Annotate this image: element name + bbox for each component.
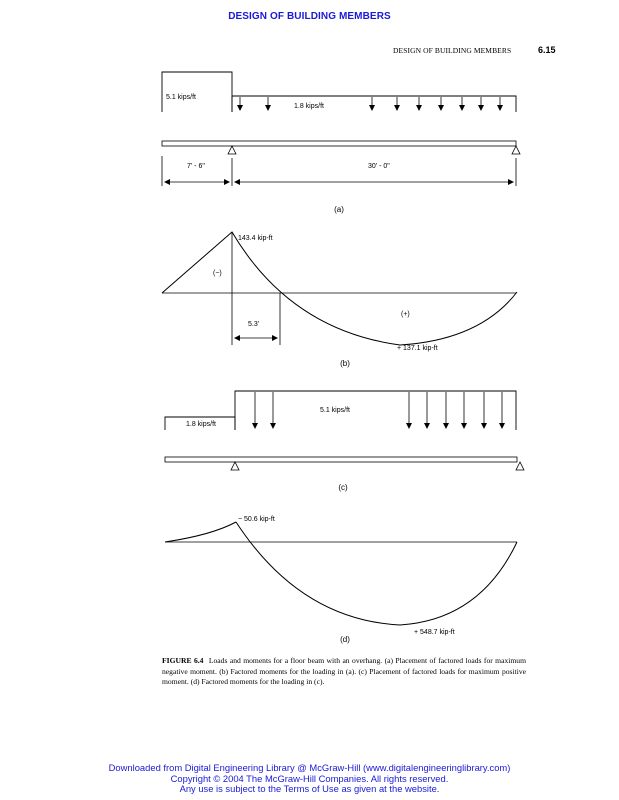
footer-line-1[interactable]: Downloaded from Digital Engineering Library @ McGraw-Hill (www.digitalengineeringlibrary.com) bbox=[108, 762, 511, 773]
dimension-lines-a bbox=[162, 156, 516, 186]
overhang-length-label: 7' - 6" bbox=[187, 163, 205, 170]
panel-d-label: (d) bbox=[340, 635, 350, 644]
panel-d-moment bbox=[165, 516, 517, 644]
beam-c bbox=[165, 457, 517, 462]
panel-b-label: (b) bbox=[340, 359, 350, 368]
download-banner-title: DESIGN OF BUILDING MEMBERS bbox=[228, 11, 391, 22]
panel-c-loading bbox=[165, 391, 524, 492]
load-arrows-a bbox=[240, 97, 500, 110]
footer-line-3: Any use is subject to the Terms of Use as given at the website. bbox=[179, 783, 440, 795]
overhang-moment-curve-d bbox=[165, 522, 236, 542]
span-load-label-c: 5.1 kips/ft bbox=[320, 407, 350, 414]
span-load-label: 1.8 kips/ft bbox=[294, 103, 324, 110]
support-right-a bbox=[512, 146, 520, 154]
support-left-c bbox=[231, 462, 239, 470]
panel-a-label: (a) bbox=[334, 205, 344, 214]
panel-c-label: (c) bbox=[338, 483, 348, 492]
negative-sign-label: (−) bbox=[213, 270, 222, 277]
max-positive-moment-b-label: + 137.1 kip-ft bbox=[397, 345, 438, 352]
span-load-outline-c bbox=[235, 391, 516, 430]
figure-caption-label: FIGURE 6.4 bbox=[162, 656, 204, 665]
panel-a-loading bbox=[162, 72, 520, 214]
figure-caption-text: Loads and moments for a floor beam with an overhang. (a) Placement of factored loads for maximum negative moment. (b) Factored moments for the loading in (a). (c) Placement of factored loads for maximum positive moment. (d) Factored moments for the loading in (c). bbox=[162, 656, 526, 687]
load-arrows-c bbox=[255, 392, 502, 428]
copyright-footer bbox=[0, 763, 619, 795]
footer-line-2: Copyright © 2004 The McGraw-Hill Companies. All rights reserved. bbox=[170, 772, 449, 784]
figure-caption bbox=[162, 656, 526, 688]
support-left-a bbox=[228, 146, 236, 154]
span-moment-curve-d bbox=[236, 522, 517, 625]
running-head: DESIGN OF BUILDING MEMBERS bbox=[393, 46, 512, 55]
positive-sign-label: (+) bbox=[401, 311, 410, 318]
span-length-label: 30' - 0" bbox=[368, 163, 390, 170]
beam-a bbox=[162, 141, 516, 146]
page-number: 6.15 bbox=[538, 45, 556, 55]
overhang-load-label: 5.1 kips/ft bbox=[166, 94, 196, 101]
support-moment-label: − 50.6 kip-ft bbox=[238, 516, 275, 523]
max-positive-moment-d-label: + 548.7 kip-ft bbox=[414, 629, 455, 636]
moment-curve-b bbox=[162, 232, 517, 345]
support-right-c bbox=[516, 462, 524, 470]
overhang-load-outline bbox=[162, 72, 232, 112]
panel-b-moment bbox=[162, 232, 517, 368]
inflection-distance-label: 5.3' bbox=[248, 321, 260, 328]
span-load-outline bbox=[232, 96, 516, 112]
beam-figure bbox=[0, 60, 619, 650]
overhang-load-label-c: 1.8 kips/ft bbox=[186, 421, 216, 428]
peak-negative-moment-label: 143.4 kip-ft bbox=[238, 235, 273, 242]
